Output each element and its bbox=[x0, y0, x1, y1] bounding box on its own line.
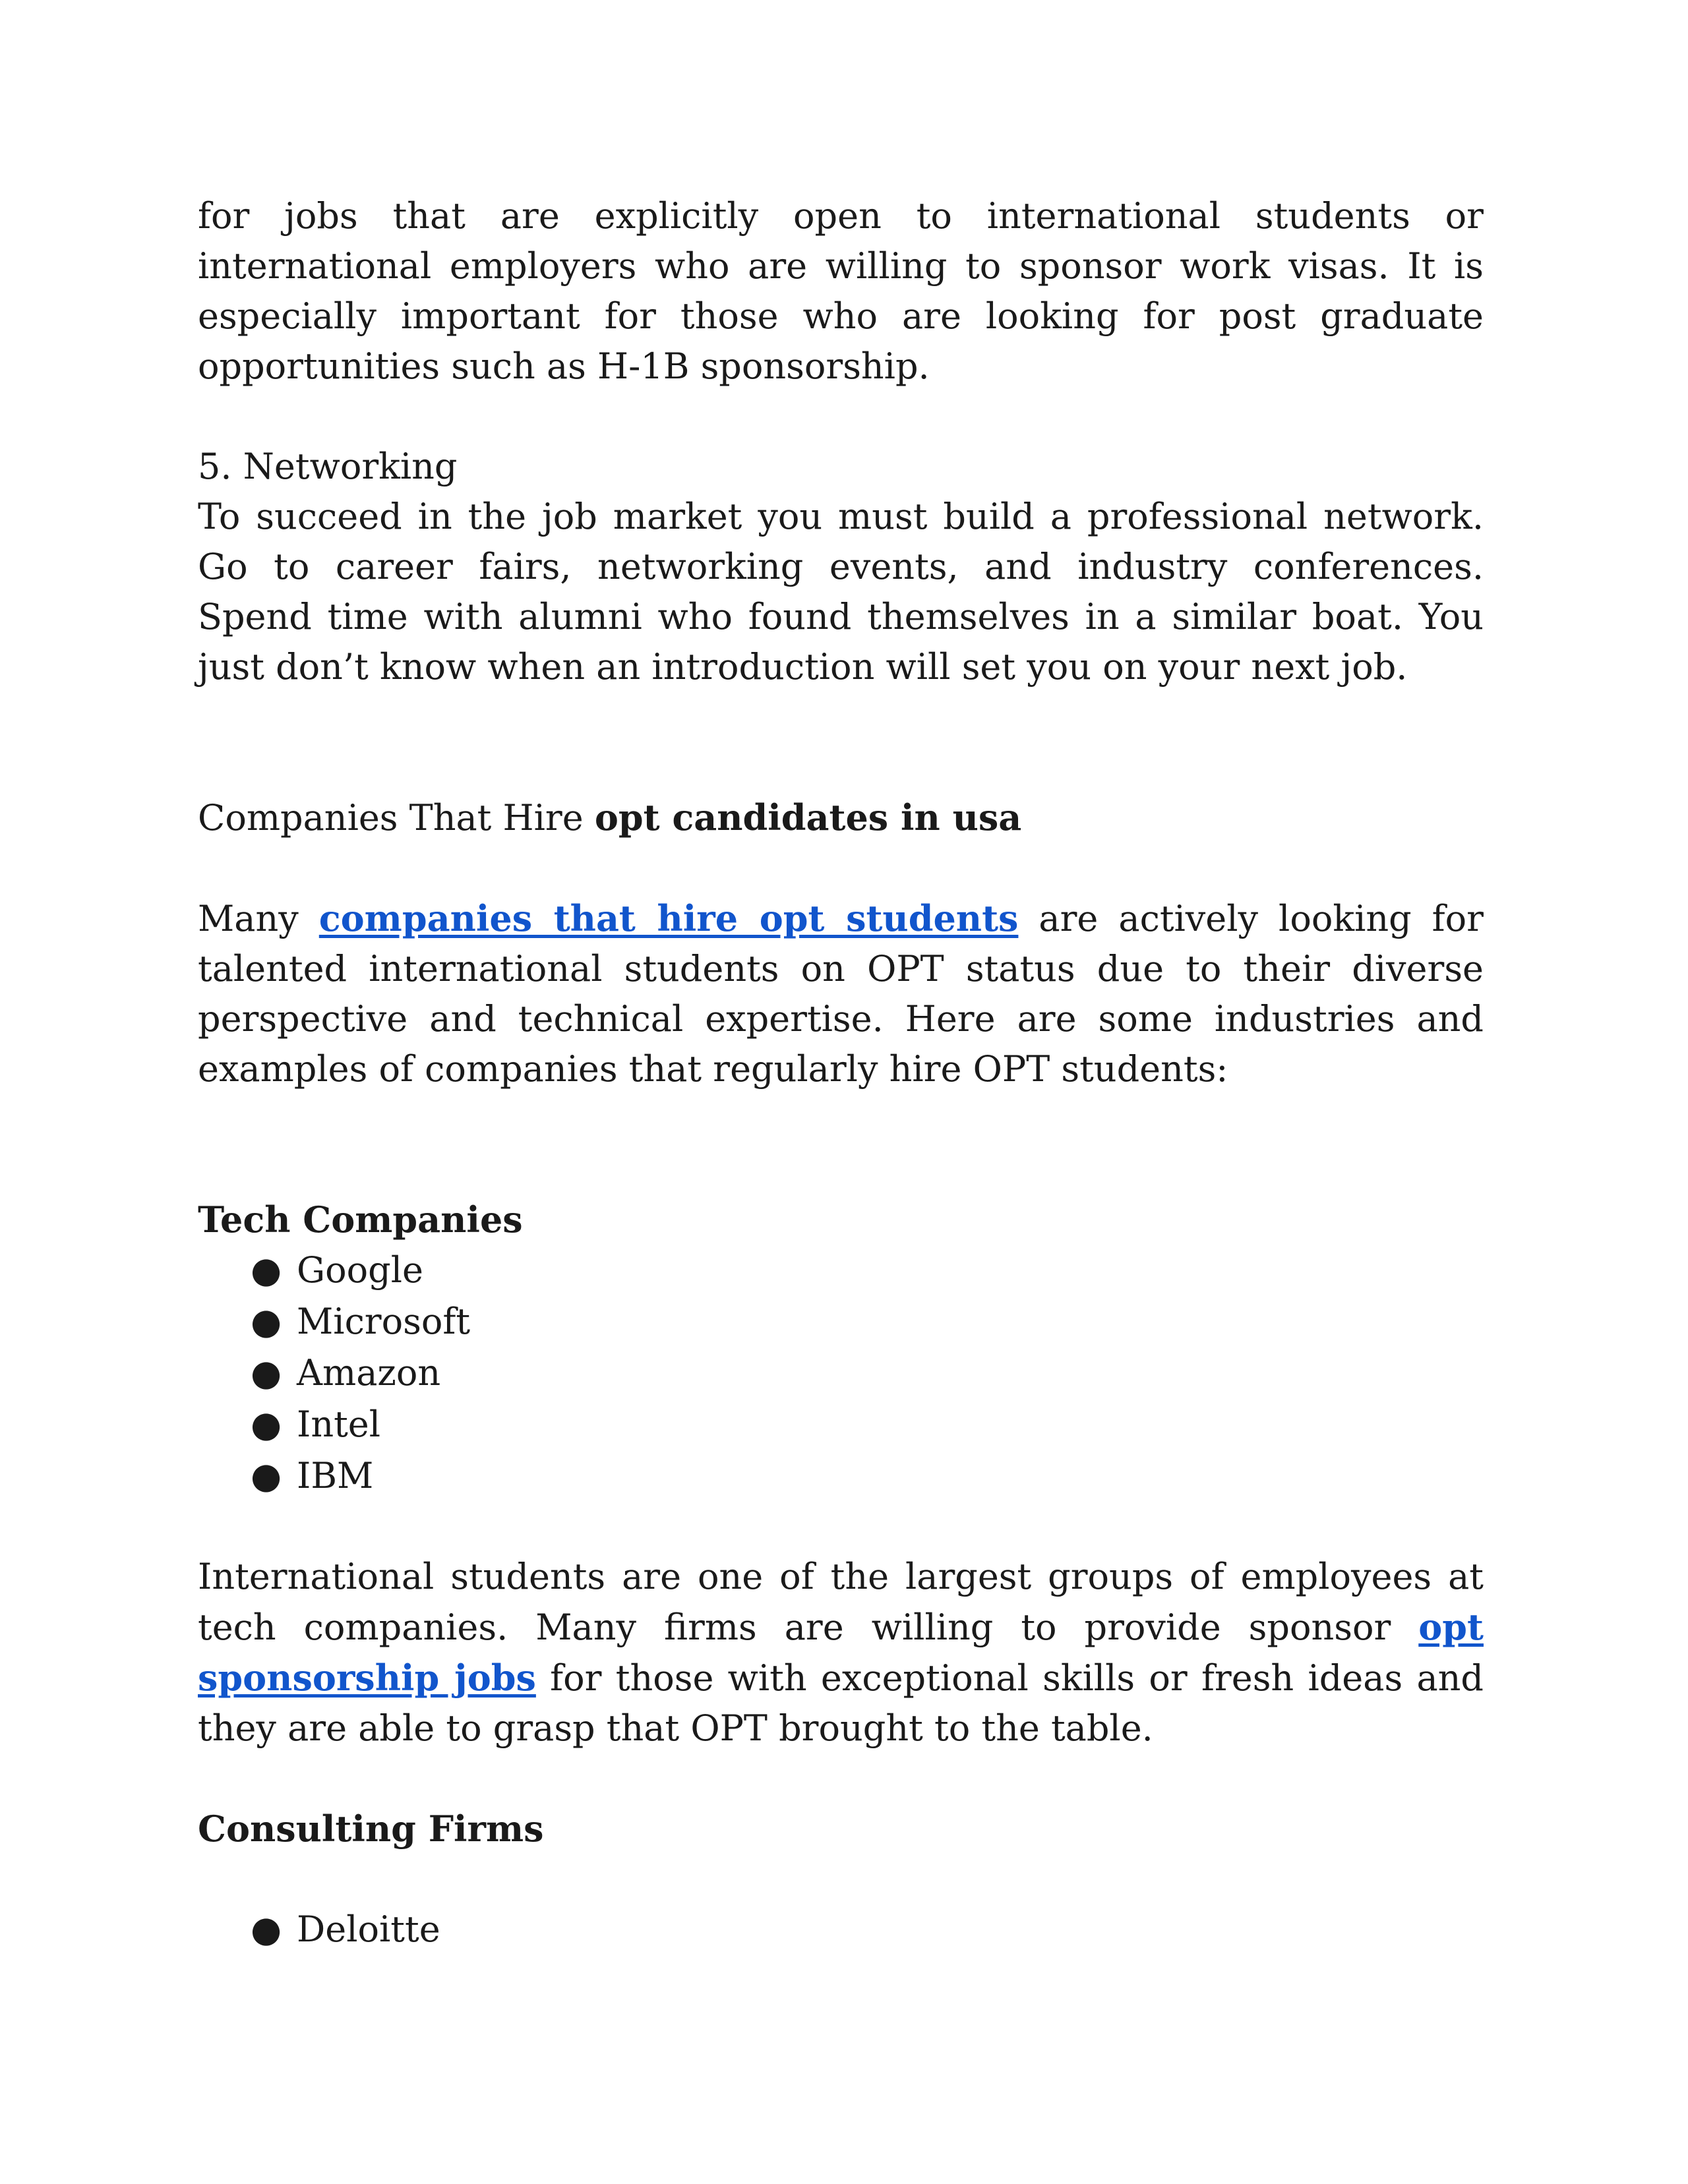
intro-paragraph: for jobs that are explicitly open to international students or international employers who are willing to sponsor work visas. It is especially important for those who are looking for post graduate opportunities such as H-1B sponsorship. bbox=[198, 195, 1484, 387]
companies-heading-prefix: Companies That Hire bbox=[198, 797, 595, 839]
bullet-icon: ● bbox=[251, 1908, 282, 1950]
document-page bbox=[198, 191, 1484, 1955]
list-item-label: Amazon bbox=[297, 1352, 441, 1394]
spacer bbox=[198, 1094, 1484, 1195]
networking-paragraph: To succeed in the job market you must build a professional network. Go to career fairs, networking events, and industry conferences. Spend time with alumni who found themselves in a similar boat. You just don’t know when an introduction will set you on your next job. bbox=[198, 496, 1484, 688]
bullet-icon: ● bbox=[251, 1249, 282, 1291]
list-item-label: Deloitte bbox=[297, 1908, 440, 1950]
list-item bbox=[198, 1399, 1484, 1450]
spacer bbox=[198, 1502, 1484, 1552]
spacer bbox=[198, 692, 1484, 792]
spacer bbox=[198, 392, 1484, 442]
list-item-label: Microsoft bbox=[297, 1301, 471, 1342]
list-item bbox=[198, 1450, 1484, 1502]
list-item-label: Intel bbox=[297, 1403, 381, 1445]
tech-companies-heading: Tech Companies bbox=[198, 1198, 523, 1241]
bullet-icon: ● bbox=[251, 1301, 282, 1342]
tech-companies-list bbox=[198, 1245, 1484, 1502]
bullet-icon: ● bbox=[251, 1352, 282, 1394]
tech-paragraph-after: for those with exceptional skills or fresh ideas and they are able to grasp that OPT brought to the table. bbox=[198, 1657, 1484, 1749]
spacer bbox=[198, 1854, 1484, 1904]
networking-title: 5. Networking bbox=[198, 446, 458, 487]
list-item bbox=[198, 1904, 1484, 1955]
spacer bbox=[198, 843, 1484, 893]
bullet-icon: ● bbox=[251, 1455, 282, 1496]
companies-paragraph bbox=[198, 893, 1484, 1094]
companies-paragraph-after: are actively looking for talented international students on OPT status due to their diverse perspective and technical expertise. Here are some industries and examples of companies that regularly hire OPT students: bbox=[198, 898, 1484, 1090]
companies-that-hire-opt-students-link[interactable]: companies that hire opt students bbox=[318, 897, 1019, 939]
consulting-firms-heading: Consulting Firms bbox=[198, 1808, 544, 1850]
companies-heading-bold: opt candidates in usa bbox=[594, 796, 1022, 839]
companies-heading bbox=[198, 792, 1484, 843]
list-item bbox=[198, 1296, 1484, 1347]
list-item bbox=[198, 1347, 1484, 1399]
consulting-firms-list bbox=[198, 1904, 1484, 1955]
spacer bbox=[198, 1754, 1484, 1804]
opt-sponsorship-jobs-link[interactable]: opt sponsorship jobs bbox=[198, 1606, 1484, 1699]
companies-paragraph-before: Many bbox=[198, 898, 319, 939]
bullet-icon: ● bbox=[251, 1403, 282, 1445]
list-item-label: Google bbox=[297, 1249, 423, 1291]
list-item-label: IBM bbox=[297, 1455, 374, 1496]
tech-paragraph bbox=[198, 1552, 1484, 1754]
tech-paragraph-before: International students are one of the largest groups of employees at tech companies. Many firms are willing to provide sponsor bbox=[198, 1556, 1484, 1648]
list-item bbox=[198, 1245, 1484, 1296]
